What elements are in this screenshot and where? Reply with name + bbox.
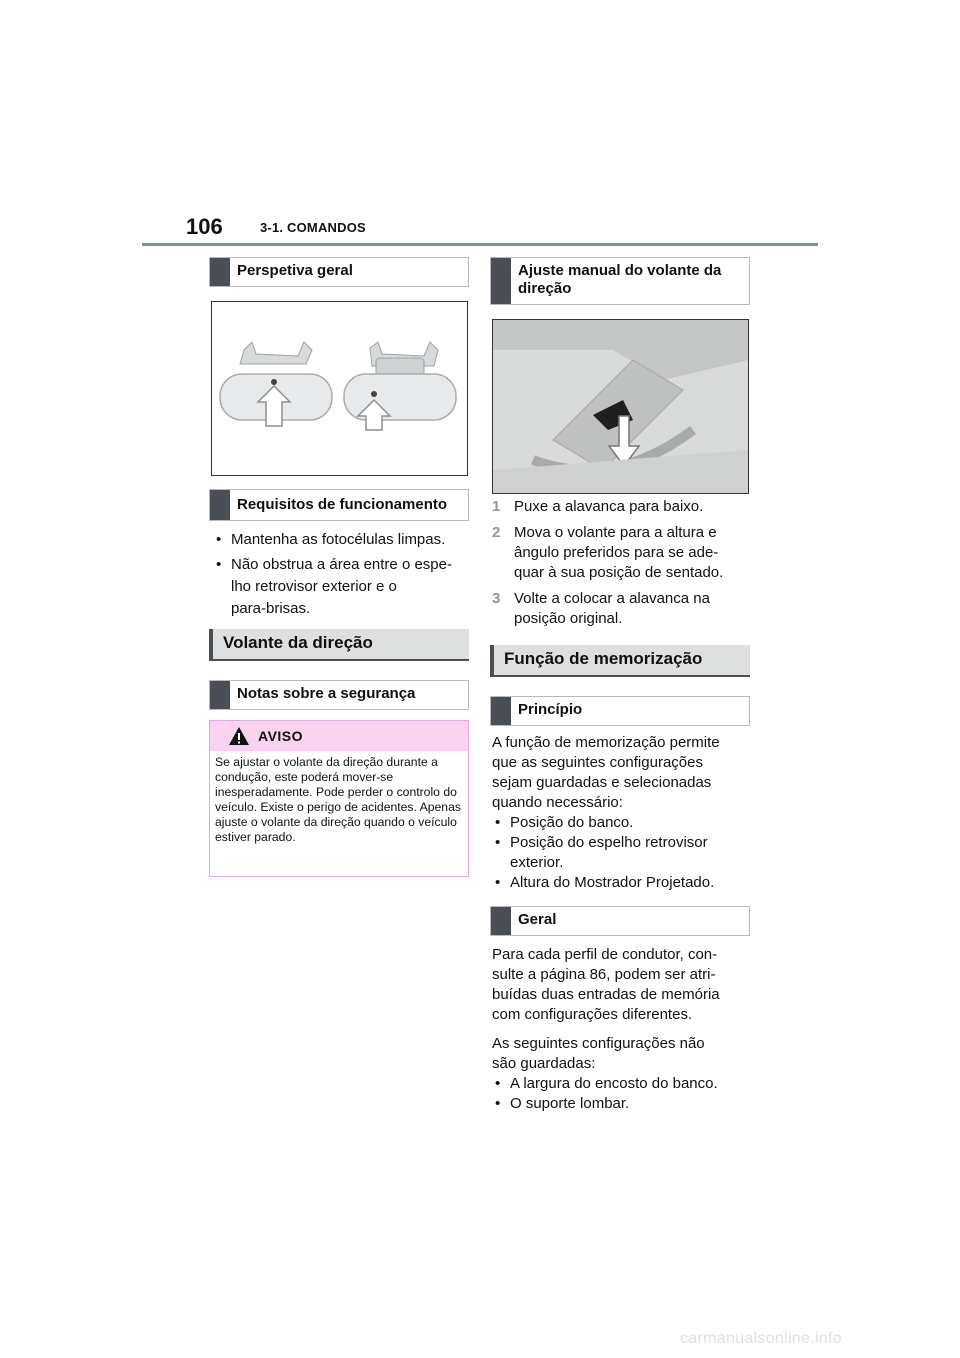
paragraph-line: Para cada perfil de condutor, con- [492, 946, 718, 963]
steering-lever-illustration [492, 319, 749, 494]
list-item: A largura do encosto do banco. [510, 1075, 718, 1092]
list-item: quar à sua posição de sentado. [514, 564, 724, 581]
paragraph-line: A função de memorização permite [492, 734, 720, 751]
list-item: Mova o volante para a altura e [514, 524, 717, 541]
warning-title: AVISO [258, 728, 304, 744]
requirements-list: • Mantenha as fotocélulas limpas. • Não obstrua a área entre o espe- lho retrovisor exterior e o para-brisas. [216, 531, 452, 617]
paragraph-line: são guardadas: [492, 1055, 596, 1072]
manual-adjust-heading: Ajuste manual do volante da direção [490, 257, 750, 305]
list-item: Altura do Mostrador Projetado. [510, 874, 715, 891]
list-item: ângulo preferidos para se ade- [514, 544, 719, 561]
list-item: para-brisas. [231, 600, 311, 617]
paragraph-line: quando necessário: [492, 794, 623, 811]
list-item: lho retrovisor exterior e o [231, 578, 397, 595]
header-divider [142, 243, 818, 246]
mirror-illustration [211, 301, 468, 476]
list-item: O suporte lombar. [510, 1095, 630, 1112]
principle-section: A função de memorização permite que as seguintes configurações sejam guardadas e selecionadas quando necessário: • Posição do banco. • Posição do espelho retrovisor exterior. • Altura do Mostrador Projetado. [492, 733, 752, 893]
paragraph-line: que as seguintes configurações [492, 754, 703, 771]
general-section: Para cada perfil de condutor, con- sulte a página 86, podem ser atri- buídas duas entradas de memória com configurações diferentes. As seguintes configurações não são guardadas: • A largura do encosto do banco. • O suporte lombar. [492, 945, 752, 1114]
list-item: Posição do espelho retrovisor [510, 834, 708, 851]
list-item: Mantenha as fotocélulas limpas. [231, 531, 446, 548]
principle-heading: Princípio [490, 696, 750, 726]
warning-box [209, 720, 469, 877]
requirements-heading: Requisitos de funcionamento [209, 489, 469, 521]
page-number: 106 [186, 214, 223, 239]
list-item: Volte a colocar a alavanca na [514, 590, 710, 607]
list-item: posição original. [514, 610, 623, 627]
steering-heading: Volante da direção [209, 629, 469, 661]
paragraph-line: com configurações diferentes. [492, 1006, 693, 1023]
memory-heading: Função de memorização [490, 645, 750, 677]
paragraph-line: buídas duas entradas de memória [492, 986, 720, 1003]
list-item: exterior. [510, 854, 564, 871]
overview-heading: Perspetiva geral [209, 257, 469, 287]
chapter-title: 3-1. COMANDOS [260, 220, 366, 235]
list-item: Posição do banco. [510, 814, 634, 831]
paragraph-line: As seguintes configurações não [492, 1035, 705, 1052]
steps-list: 1 Puxe a alavanca para baixo. 2 Mova o volante para a altura e ângulo preferidos para se ade- quar à sua posição de sentado. 3 Volte a colocar a alavanca na posição original. [492, 497, 752, 629]
safety-heading: Notas sobre a segurança [209, 680, 469, 710]
warning-icon [228, 726, 250, 746]
paragraph-line: sulte a página 86, podem ser atri- [492, 966, 716, 983]
warning-text: Se ajustar o volante da direção durante a condução, este poderá mover-se inesperadamente. Pode perder o controlo do veículo. Existe o perigo de acidentes. Apenas ajuste o volante da direção quando o veículo estiver parado. [215, 755, 461, 844]
list-item: Puxe a alavanca para baixo. [514, 498, 704, 515]
list-item: Não obstrua a área entre o espe- [231, 556, 452, 573]
paragraph-line: sejam guardadas e selecionadas [492, 774, 712, 791]
watermark: carmanualsonline.info [680, 1330, 842, 1347]
general-heading: Geral [490, 906, 750, 936]
